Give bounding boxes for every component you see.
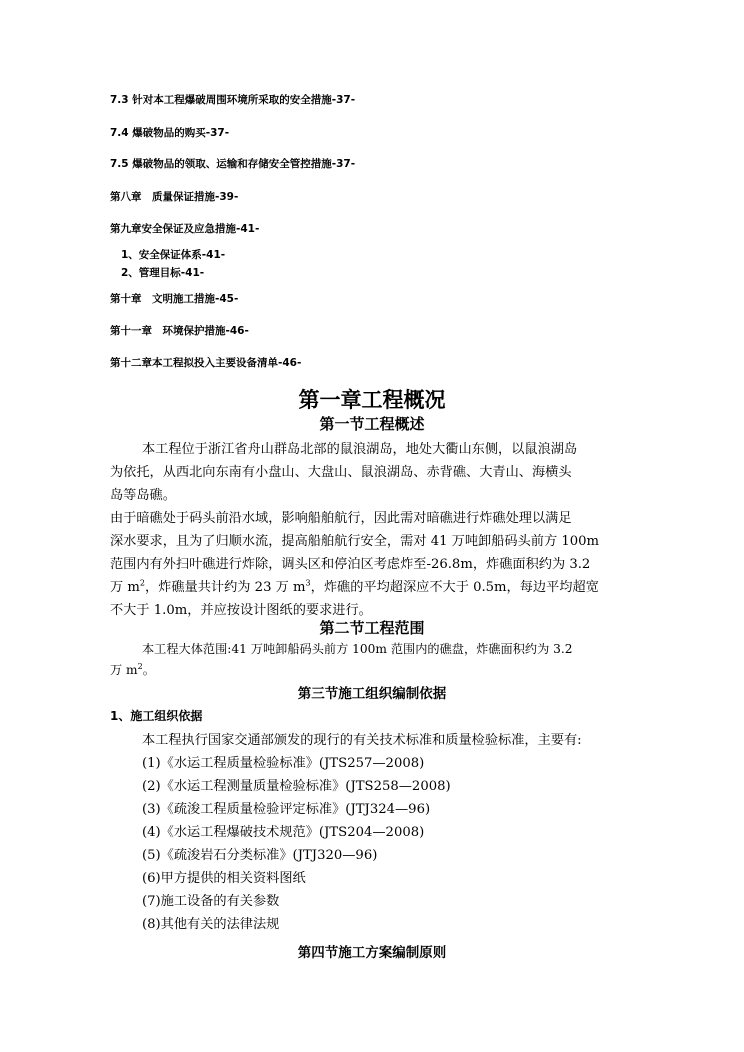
superscript: 2 bbox=[139, 578, 145, 588]
chapter-title: 第一章工程概况 bbox=[298, 387, 446, 412]
section-3-intro: 本工程执行国家交通部颁发的现行的有关技术标准和质量检验标准，主要有: bbox=[142, 733, 582, 748]
section-1-paragraph-2-line-4 bbox=[110, 576, 599, 595]
toc-chapter-9-1: 1、安全保证体系-41- bbox=[121, 249, 226, 261]
standards-list-item: (2)《水运工程测量质量检验标准》(JTS258—2008) bbox=[142, 779, 451, 794]
section-3-title: 第三节施工组织编制依据 bbox=[297, 686, 447, 702]
toc-chapter-9: 第九章安全保证及应急措施-41- bbox=[110, 223, 260, 235]
section-2-title: 第二节工程范围 bbox=[319, 619, 425, 637]
section-2-line-2 bbox=[110, 661, 155, 678]
section-1-paragraph-1-line-1: 本工程位于浙江省舟山群岛北部的鼠浪湖岛，地处大衢山东侧，以鼠浪湖岛 bbox=[142, 442, 578, 457]
standards-list-item: (7)施工设备的有关参数 bbox=[142, 894, 280, 909]
text-segment: ，炸礁量共计约为 23 万 m bbox=[144, 580, 306, 595]
text-segment: 万 m bbox=[110, 663, 138, 677]
superscript: 3 bbox=[305, 578, 311, 588]
text-segment: 万 m bbox=[110, 580, 140, 595]
toc-item-7-5: 7.5 爆破物品的领取、运输和存储安全管控措施-37- bbox=[110, 158, 356, 170]
toc-chapter-8: 第八章 质量保证措施-39- bbox=[110, 191, 239, 203]
section-1-paragraph-2-line-1: 由于暗礁处于码头前沿水域，影响船舶航行，因此需对暗礁进行炸礁处理以满足 bbox=[110, 511, 572, 526]
section-1-paragraph-1-line-3: 岛等岛礁。 bbox=[110, 488, 176, 503]
toc-chapter-11: 第十一章 环境保护措施-46- bbox=[110, 325, 249, 337]
standards-list-item: (1)《水运工程质量检验标准》(JTS257—2008) bbox=[142, 756, 425, 771]
toc-chapter-10: 第十章 文明施工措施-45- bbox=[110, 293, 239, 305]
section-4-title: 第四节施工方案编制原则 bbox=[297, 945, 447, 961]
section-1-title: 第一节工程概述 bbox=[319, 415, 425, 433]
text-segment: 。 bbox=[142, 663, 155, 677]
section-1-paragraph-2-line-3: 范围内有外扫叶礁进行炸除，调头区和停泊区考虑炸至-26.8m，炸礁面积约为 3.2 bbox=[110, 557, 591, 572]
standards-list-item: (3)《疏浚工程质量检验评定标准》(JTJ324—96) bbox=[142, 802, 431, 817]
standards-list-item: (8)其他有关的法律法规 bbox=[142, 917, 280, 932]
standards-list-item: (6)甲方提供的相关资料图纸 bbox=[142, 871, 306, 886]
section-1-paragraph-2-line-5: 不大于 1.0m，并应按设计图纸的要求进行。 bbox=[110, 603, 372, 618]
section-1-paragraph-2-line-2: 深水要求，且为了归顺水流，提高船舶航行安全，需对 41 万吨卸船码头前方 100m bbox=[110, 534, 600, 549]
superscript: 2 bbox=[137, 661, 143, 671]
text-segment: ，炸礁的平均超深应不大于 0.5m，每边平均超宽 bbox=[310, 580, 599, 595]
toc-item-7-4: 7.4 爆破物品的购买-37- bbox=[110, 127, 230, 139]
section-1-paragraph-1-line-2: 为依托，从西北向东南有小盘山、大盘山、鼠浪湖岛、赤背礁、大青山、海横头 bbox=[110, 465, 572, 480]
section-3-subheading: 1、施工组织依据 bbox=[110, 709, 203, 723]
toc-chapter-9-2: 2、管理目标-41- bbox=[121, 267, 205, 279]
section-2-line-1: 本工程大体范围:41 万吨卸船码头前方 100m 范围内的礁盘，炸礁面积约为 3.2 bbox=[142, 642, 573, 656]
toc-chapter-12: 第十二章本工程拟投入主要设备清单-46- bbox=[110, 357, 302, 369]
standards-list-item: (4)《水运工程爆破技术规范》(JTS204—2008) bbox=[142, 825, 425, 840]
standards-list-item: (5)《疏浚岩石分类标准》(JTJ320—96) bbox=[142, 848, 378, 863]
toc-item-7-3: 7.3 针对本工程爆破周围环境所采取的安全措施-37- bbox=[110, 94, 356, 106]
